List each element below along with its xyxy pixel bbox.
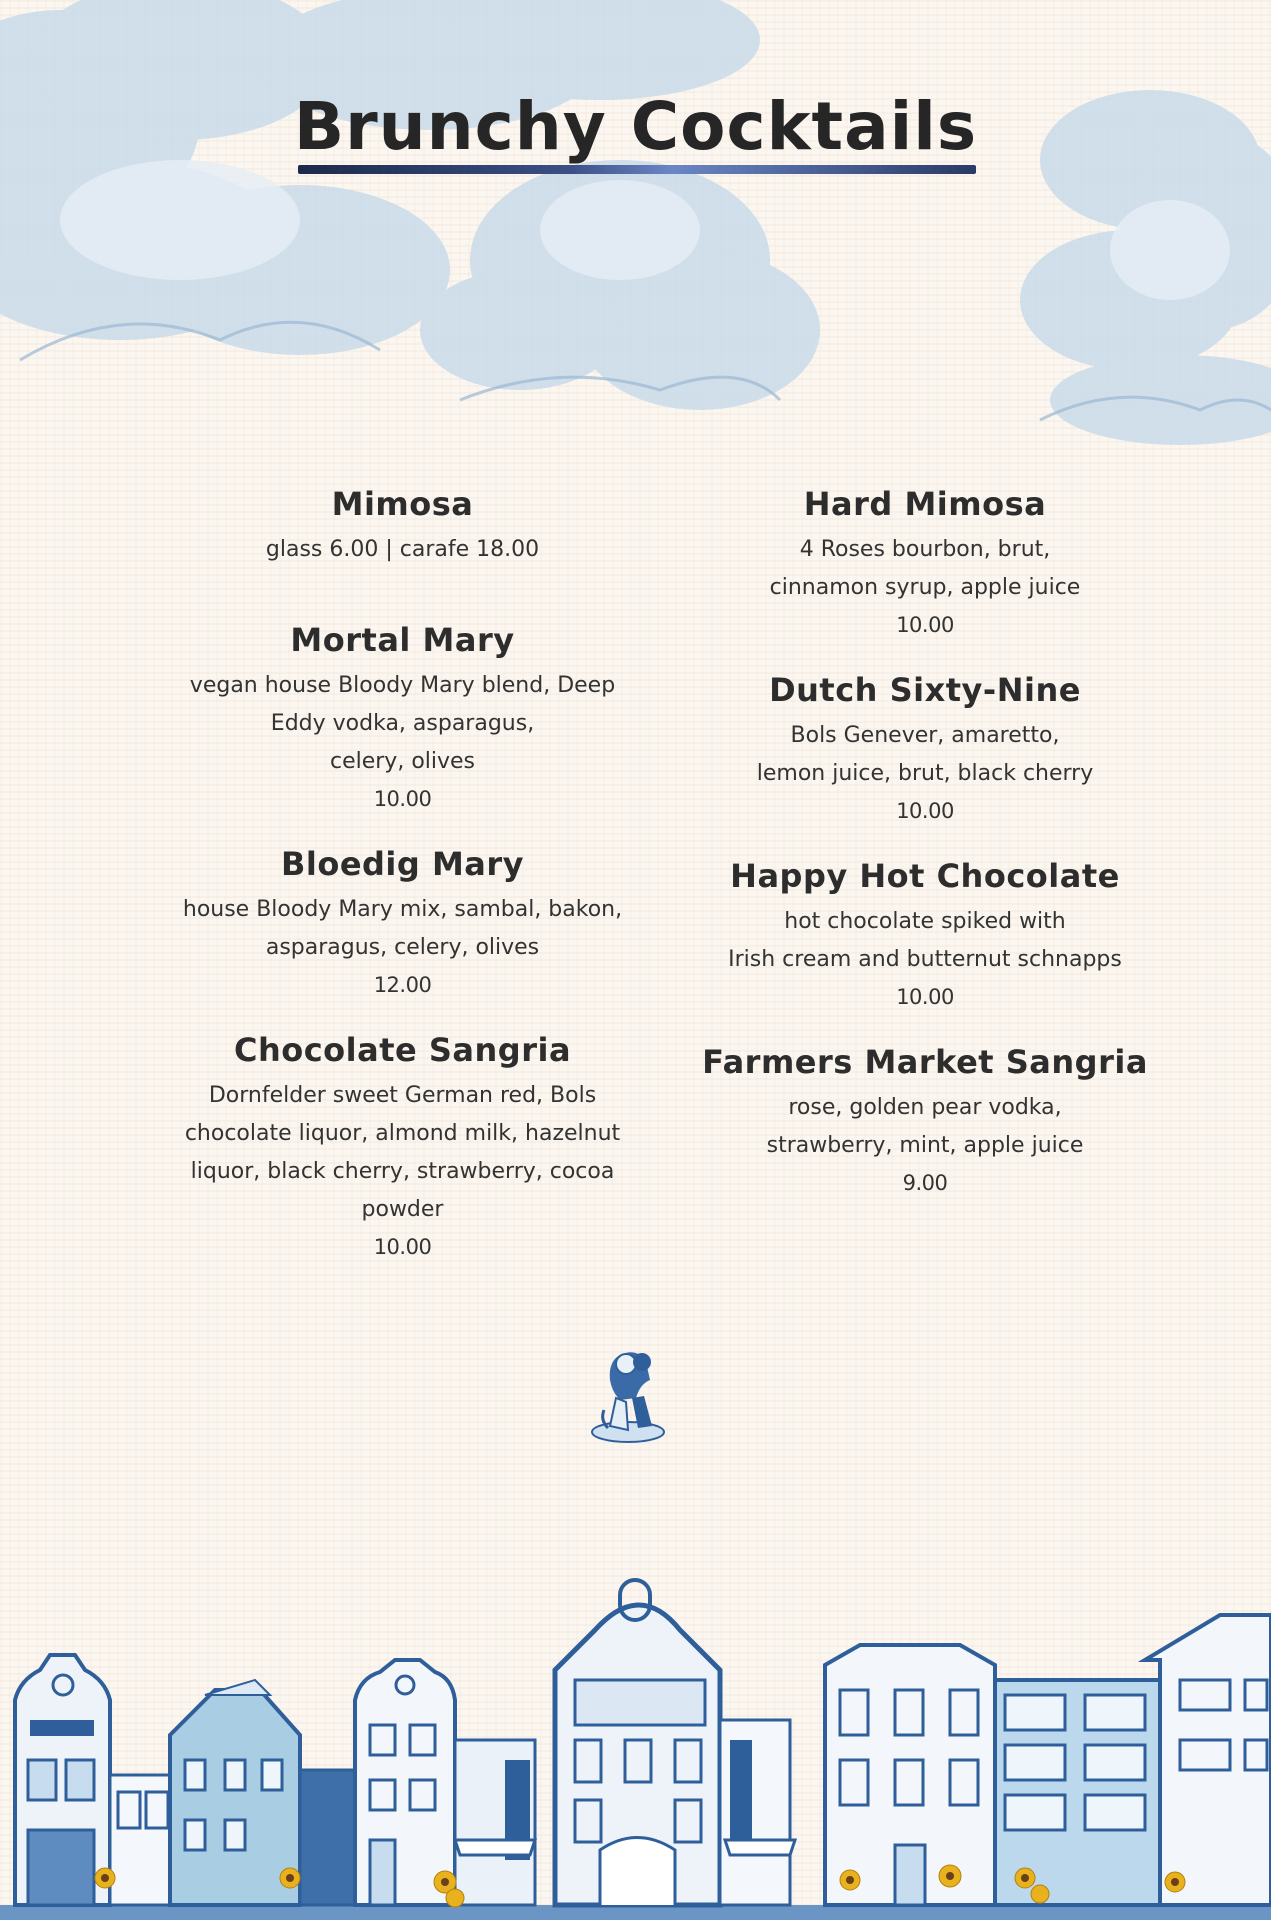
item-description: rose, golden pear vodka, strawberry, mint, apple juice (766, 1095, 1084, 1158)
dutch-houses-illustration (0, 1560, 1271, 1920)
item-name: Bloedig Mary (280, 845, 525, 883)
item-price: 9.00 (902, 1171, 948, 1195)
menu-item-dutch-sixty-nine (700, 671, 1150, 823)
menu-item-bloedig-mary (170, 845, 635, 997)
menu-item-happy-hot-chocolate (700, 857, 1150, 1009)
right-column (700, 485, 1150, 1229)
item-price: 10.00 (373, 787, 432, 811)
item-name: Dutch Sixty-Nine (769, 671, 1081, 709)
left-column (170, 485, 635, 1293)
item-price: 10.00 (896, 613, 954, 637)
menu-title: Brunchy Cocktails (293, 88, 978, 165)
item-price: 10.00 (896, 985, 954, 1009)
menu-item-farmers-market-sangria (700, 1043, 1150, 1195)
title-underline (298, 165, 976, 174)
item-price: 12.00 (373, 973, 432, 997)
item-description: glass 6.00 | carafe 18.00 (265, 537, 540, 562)
figurine-icon (580, 1340, 680, 1450)
item-description: Dornfelder sweet German red, Bols chocolate liquor, almond milk, hazelnut liquor, black cherry, strawberry, cocoa powder (184, 1083, 621, 1222)
menu-item-hard-mimosa (700, 485, 1150, 637)
item-name: Chocolate Sangria (233, 1031, 572, 1069)
item-price: 10.00 (896, 799, 954, 823)
item-name: Mimosa (331, 485, 474, 523)
item-description: house Bloody Mary mix, sambal, bakon, asparagus, celery, olives (182, 897, 623, 960)
item-description: Bols Genever, amaretto, lemon juice, brut, black cherry (756, 723, 1094, 786)
item-name: Farmers Market Sangria (702, 1043, 1148, 1081)
clouds-illustration (0, 0, 1271, 460)
menu-item-chocolate-sangria (170, 1031, 635, 1259)
item-name: Mortal Mary (290, 621, 515, 659)
item-description: hot chocolate spiked with Irish cream and butternut schnapps (728, 909, 1122, 972)
menu-item-mortal-mary (170, 621, 635, 811)
item-name: Happy Hot Chocolate (730, 857, 1120, 895)
menu-item-mimosa (170, 485, 635, 569)
item-description: vegan house Bloody Mary blend, Deep Eddy vodka, asparagus, celery, olives (189, 673, 616, 774)
item-description: 4 Roses bourbon, brut, cinnamon syrup, apple juice (769, 537, 1081, 600)
item-name: Hard Mimosa (803, 485, 1047, 523)
item-price: 10.00 (373, 1235, 432, 1259)
